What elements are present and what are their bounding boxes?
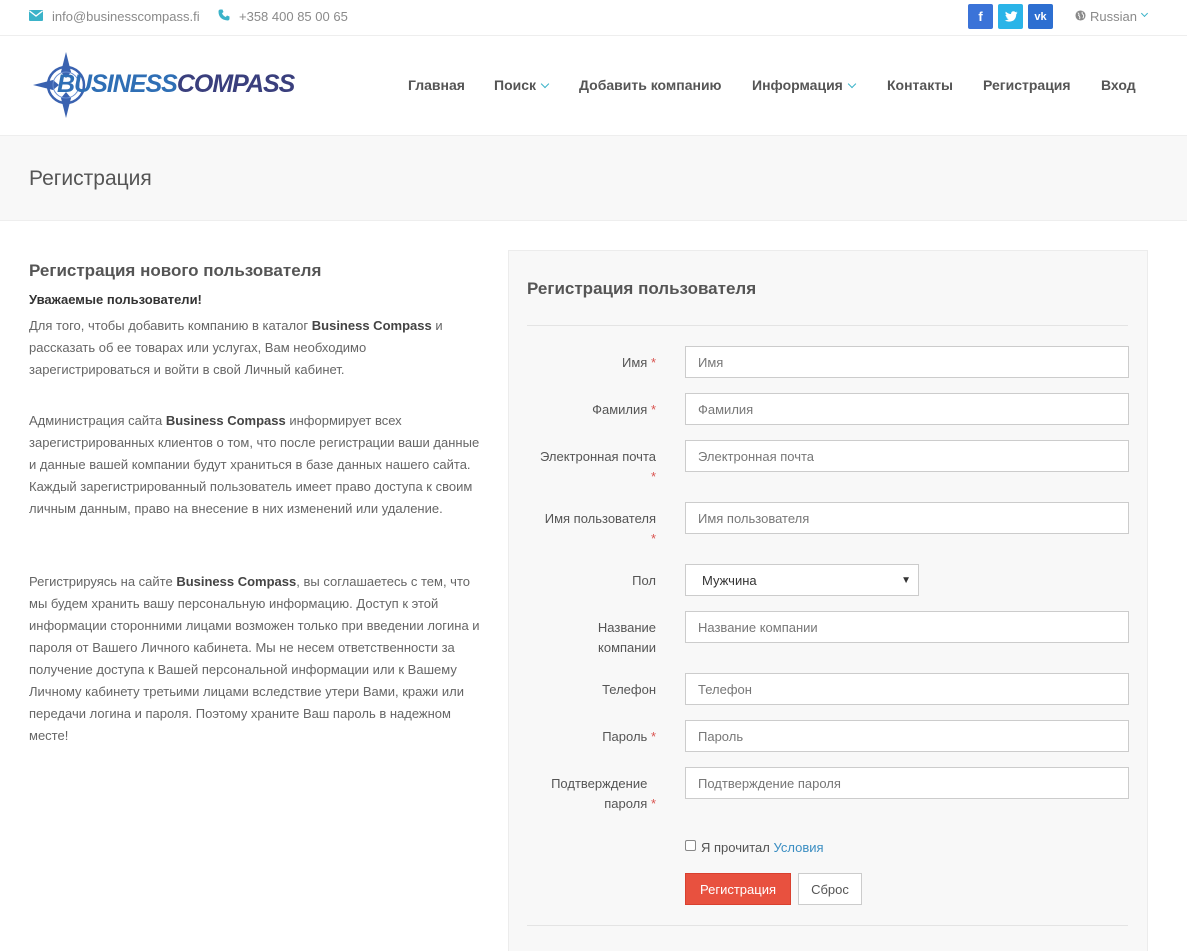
p1-text-a: Для того, чтобы добавить компанию в каталог (29, 318, 312, 333)
caret-down-icon: ▼ (901, 575, 911, 586)
terms-label: Я прочитал Условия (701, 840, 824, 855)
globe-icon (1075, 9, 1086, 24)
terms-link[interactable]: Условия (773, 840, 824, 855)
info-subheading: Уважаемые пользователи! (29, 292, 202, 307)
page-title: Регистрация (29, 167, 152, 190)
company-label: Название компании (597, 620, 656, 655)
required-mark: * (650, 729, 656, 744)
last-name-label: Фамилия * (592, 402, 656, 417)
email-input[interactable] (685, 440, 1129, 472)
chevron-down-icon (541, 80, 549, 88)
language-selector[interactable] (1075, 9, 1147, 24)
facebook-icon[interactable]: f (968, 4, 993, 29)
nav-home[interactable]: Главная (408, 77, 465, 93)
gender-selected[interactable]: Мужчина (702, 572, 757, 588)
register-button[interactable]: Регистрация (685, 873, 791, 905)
p2-brand: Business Compass (165, 413, 286, 428)
company-input[interactable] (685, 611, 1129, 643)
first-name-label: Имя * (621, 355, 656, 370)
reset-button[interactable]: Сброс (798, 873, 862, 905)
nav-search-label[interactable]: Поиск (494, 77, 537, 93)
vk-icon[interactable]: vk (1028, 4, 1053, 29)
p3-text-b: , вы соглашаетесь с тем, что мы будем хранить вашу персональную информацию. Доступ к этой информации сторонними лицами возможен только при введении логина и пароля от Вашего Личного кабинета. Мы не несем ответственности за получение доступа к Вашей персональной информации или к Вашему Личному кабинету третьими лицами вследствие утери Вами, кражи или передачи логина и пароля. Поэтому храните Ваш пароль в надежном месте! (29, 574, 480, 743)
nav-register[interactable]: Регистрация (983, 77, 1071, 93)
required-mark: * (650, 355, 656, 370)
nav-search[interactable] (494, 77, 548, 93)
nav-contacts[interactable]: Контакты (887, 77, 954, 93)
phone-icon (218, 9, 230, 24)
info-heading: Регистрация нового пользователя (29, 261, 322, 280)
divider (527, 925, 1128, 926)
phone-contact (218, 9, 348, 24)
logo-text-business: BUSINESS (57, 70, 177, 98)
password-confirm-input[interactable] (685, 767, 1129, 799)
language-label[interactable]: Russian (1090, 9, 1137, 24)
password-label: Пароль * (602, 729, 656, 744)
logo-text-compass: COMPASS (176, 70, 295, 98)
phone-text: +358 400 85 00 65 (239, 9, 348, 24)
p2-text-a: Администрация сайта (29, 413, 166, 428)
logo[interactable] (33, 52, 295, 118)
page-title-bar (0, 136, 1187, 221)
divider (527, 325, 1128, 326)
password-input[interactable] (685, 720, 1129, 752)
twitter-icon[interactable] (998, 4, 1023, 29)
nav-info-label[interactable]: Информация (752, 77, 843, 93)
chevron-down-icon (1141, 10, 1148, 17)
email-text[interactable]: info@businesscompass.fi (52, 9, 200, 24)
required-mark: * (650, 796, 656, 811)
p3-text-a: Регистрируясь на сайте (29, 574, 177, 589)
info-paragraph-2 (29, 410, 484, 520)
required-mark: * (650, 469, 656, 484)
gender-select[interactable] (685, 564, 919, 596)
form-title: Регистрация пользователя (527, 279, 757, 298)
p2-text-b: информирует всех зарегистрированных клиентов о том, что после регистрации ваши данные и данные вашей компании будут храниться в базе данных нашего сайта. Каждый зарегистрированный пользователь имеет право доступа к своим личным данным, право на внесение в них изменений или удаление. (29, 413, 480, 516)
chevron-down-icon (848, 80, 856, 88)
top-bar (0, 0, 1187, 36)
nav-info[interactable] (752, 77, 855, 93)
envelope-icon (29, 9, 43, 24)
info-paragraph-3 (29, 571, 484, 747)
first-name-input[interactable] (685, 346, 1129, 378)
terms-checkbox[interactable] (685, 840, 696, 851)
nav-login[interactable]: Вход (1101, 77, 1136, 93)
info-paragraph-1 (29, 315, 484, 381)
phone-input[interactable] (685, 673, 1129, 705)
email-label: Электронная почта * (539, 449, 656, 484)
username-input[interactable] (685, 502, 1129, 534)
site-header (0, 36, 1187, 136)
p1-brand: Business Compass (311, 318, 432, 333)
phone-label: Телефон (602, 682, 656, 697)
p3-brand: Business Compass (176, 574, 297, 589)
nav-add-company[interactable]: Добавить компанию (579, 77, 722, 93)
email-contact[interactable] (29, 9, 200, 24)
required-mark: * (650, 402, 656, 417)
password-confirm-label: Подтверждение пароля * (551, 776, 656, 811)
required-mark: * (650, 531, 656, 546)
username-label: Имя пользователя * (544, 511, 656, 546)
last-name-input[interactable] (685, 393, 1129, 425)
p1-text-b: и рассказать об ее товарах или услугах, Вам необходимо зарегистрироваться и войти в свой Личный кабинет. (29, 318, 443, 377)
gender-label: Пол (632, 573, 656, 588)
